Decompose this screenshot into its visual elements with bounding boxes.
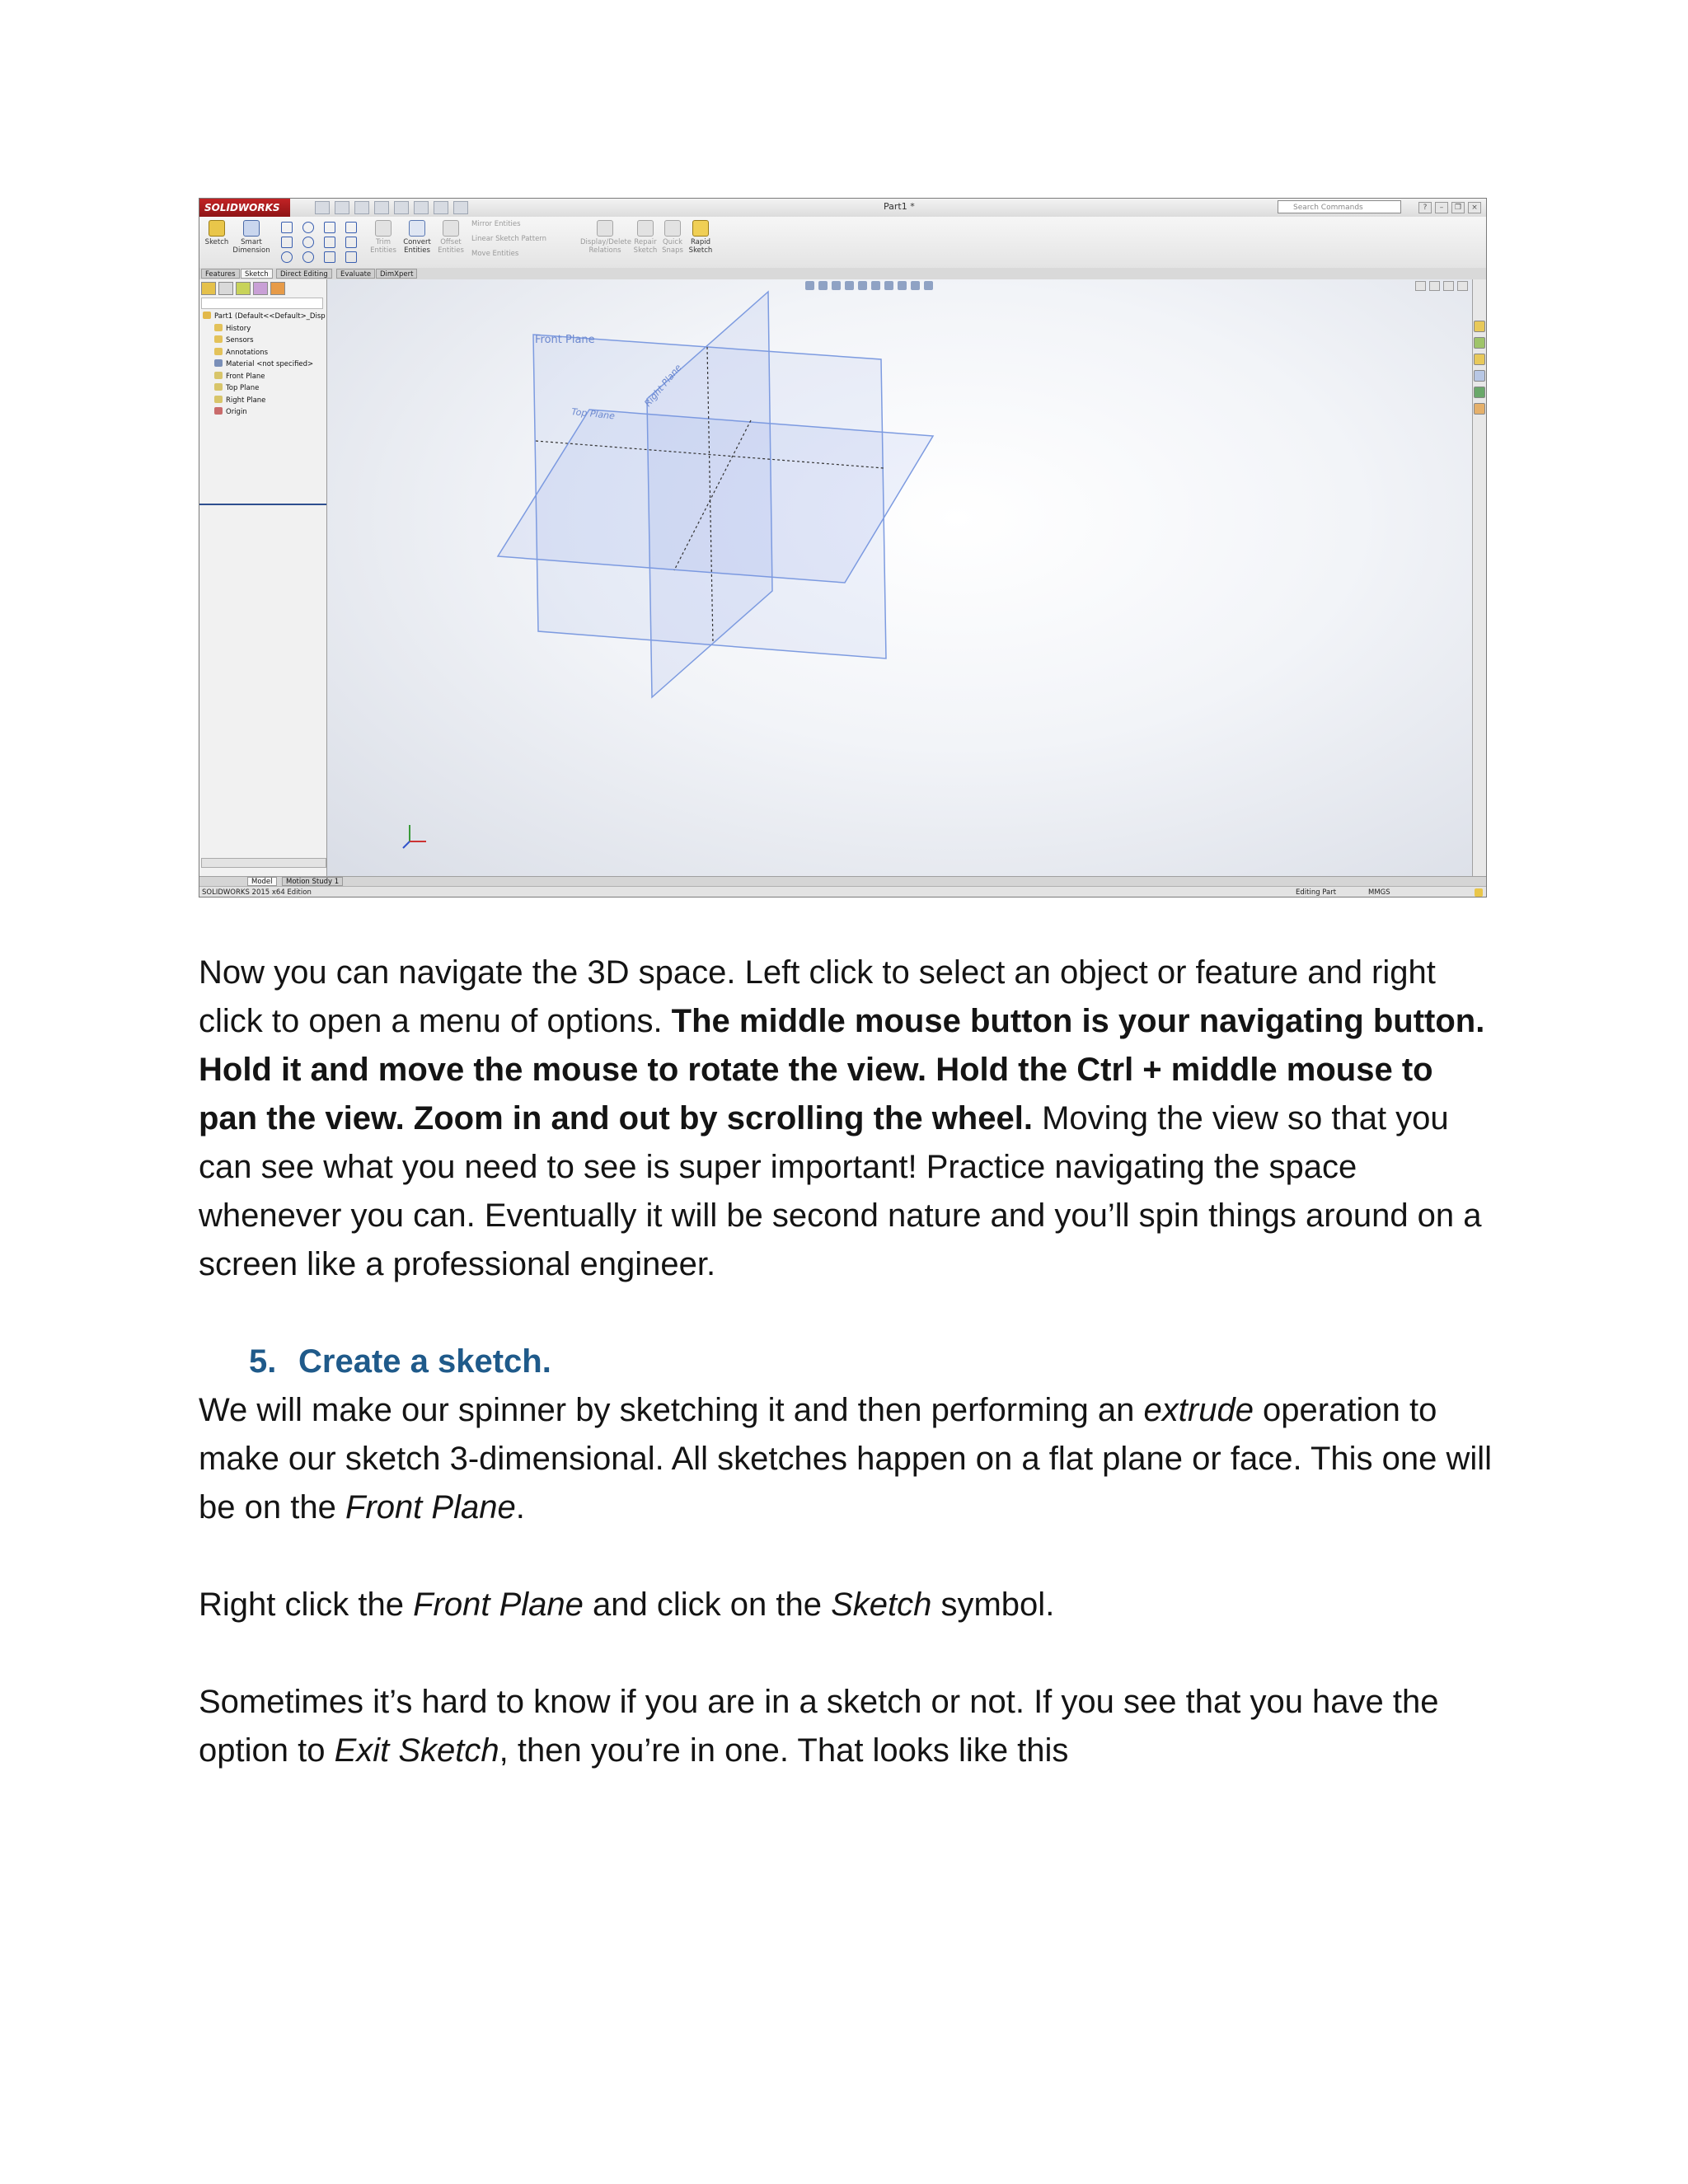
trim-icon — [375, 220, 392, 237]
front-plane-label: Front Plane — [535, 334, 595, 346]
window-controls — [1418, 202, 1481, 213]
plane-icon — [214, 383, 223, 391]
material-icon — [214, 359, 223, 367]
solidworks-screenshot — [199, 198, 1487, 898]
offset-entities-button[interactable]: Offset Entities — [436, 220, 466, 255]
tree-item-part[interactable]: Part1 (Default<<Default>_Disp — [203, 311, 325, 323]
quick-access-toolbar — [315, 201, 468, 214]
title-bar — [199, 199, 1486, 218]
text-icon[interactable] — [345, 237, 357, 248]
file-explorer-icon[interactable] — [1474, 354, 1485, 365]
offset-icon — [443, 220, 459, 237]
paragraph-sketch-intro: We will make our spinner by sketching it and then performing an extrude operation to make our sketch 3-dimensional. All sketches happen on a flat plane or face. This one will be on the Front Plane. — [199, 1392, 1493, 1526]
status-mode: Editing Part — [1296, 888, 1337, 897]
appearances-icon[interactable] — [1474, 387, 1485, 398]
annotations-icon — [214, 348, 223, 355]
convert-icon — [409, 220, 425, 237]
point-icon[interactable] — [345, 251, 357, 263]
tree-item-sensors[interactable]: Sensors — [203, 335, 325, 347]
right-plane-label: Right Plane — [642, 362, 684, 409]
sensors-icon — [214, 335, 223, 343]
display-manager-icon[interactable] — [270, 282, 285, 295]
paragraph-navigation: Now you can navigate the 3D space. Left click to select an object or feature and right click to open a menu of options. The middle mouse button is your navigating button. Hold it and move the mouse to rotate the view. Hold the Ctrl + middle mouse to pan the view. Zoom in and out by scrolling the wheel. Moving the view so that you can see what you need to see is super important! Practice navigating the space whenever you can. Eventually it will be second nature and you’ll spin things around on a screen like a professional engineer. — [199, 954, 1485, 1282]
rectangle-icon[interactable] — [281, 237, 293, 248]
top-plane-label: Top Plane — [570, 406, 616, 422]
trim-entities-button[interactable]: Trim Entities — [368, 220, 398, 255]
repair-icon — [637, 220, 654, 237]
task-pane — [1472, 279, 1486, 876]
rebuild-status-icon[interactable] — [1475, 888, 1483, 897]
solidworks-logo: SOLIDWORKS — [199, 199, 290, 217]
rapid-sketch-icon — [692, 220, 709, 237]
select-icon[interactable] — [414, 201, 429, 214]
tree-item-annotations[interactable]: Annotations — [203, 347, 325, 359]
sketch-button[interactable]: Sketch — [204, 220, 229, 246]
save-icon[interactable] — [354, 201, 369, 214]
print-icon[interactable] — [374, 201, 389, 214]
planes-drawing — [327, 279, 1473, 876]
paragraph-exit-sketch: Sometimes it’s hard to know if you are in a sketch or not. If you see that you have the option to Exit Sketch, then you’re in one. That looks like this — [199, 1684, 1439, 1769]
feature-manager-pane — [199, 279, 327, 876]
feature-tree-icon[interactable] — [201, 282, 216, 295]
sketch-icon — [209, 220, 225, 237]
rebuild-icon[interactable] — [434, 201, 448, 214]
tree-item-material[interactable]: Material <not specified> — [203, 359, 325, 371]
tree-item-origin[interactable]: Origin — [203, 406, 325, 419]
property-manager-icon[interactable] — [218, 282, 233, 295]
origin-icon — [214, 407, 223, 415]
paragraph-right-click: Right click the Front Plane and click on the Sketch symbol. — [199, 1586, 1055, 1623]
display-delete-relations-button[interactable]: Display/Delete Relations — [580, 220, 630, 255]
search-commands-input[interactable]: Search Commands — [1278, 200, 1401, 213]
axis-triad — [403, 825, 426, 848]
line-icon[interactable] — [281, 222, 293, 233]
status-version: SOLIDWORKS 2015 x64 Edition — [202, 888, 312, 897]
smart-dimension-button[interactable]: Smart Dimension — [232, 220, 270, 255]
arc-icon[interactable] — [302, 237, 314, 248]
grid-icon[interactable] — [345, 222, 357, 233]
part-icon — [203, 312, 211, 319]
tree-item-top-plane[interactable]: Top Plane — [203, 382, 325, 395]
close-icon[interactable]: × — [1468, 202, 1481, 213]
snaps-icon — [664, 220, 681, 237]
tab-features[interactable]: Features — [201, 269, 240, 279]
rapid-sketch-button[interactable]: Rapid Sketch — [687, 220, 714, 255]
view-palette-icon[interactable] — [1474, 370, 1485, 382]
tab-evaluate[interactable]: Evaluate — [336, 269, 375, 279]
tree-filter[interactable] — [201, 298, 323, 309]
plane-icon — [214, 372, 223, 379]
minimize-icon[interactable]: – — [1435, 202, 1448, 213]
tree-item-right-plane[interactable]: Right Plane — [203, 395, 325, 407]
repair-sketch-button[interactable]: Repair Sketch — [633, 220, 658, 255]
status-bar — [199, 886, 1486, 898]
fillet-icon[interactable] — [324, 251, 335, 263]
polygon-icon[interactable] — [324, 237, 335, 248]
graphics-area[interactable] — [327, 279, 1473, 876]
pane-divider — [199, 504, 326, 505]
resources-icon[interactable] — [1474, 321, 1485, 332]
ellipse-icon[interactable] — [302, 251, 314, 263]
spline-icon[interactable] — [324, 222, 335, 233]
tab-model[interactable]: Model — [247, 877, 277, 886]
tab-direct-editing[interactable]: Direct Editing — [276, 269, 332, 279]
command-manager — [199, 217, 1486, 269]
options-icon[interactable] — [453, 201, 468, 214]
help-icon[interactable]: ? — [1418, 202, 1432, 213]
section-heading-create-sketch: 5. Create a sketch. — [249, 1343, 551, 1380]
custom-properties-icon[interactable] — [1474, 403, 1485, 415]
tab-motion-study[interactable]: Motion Study 1 — [282, 877, 343, 886]
tree-item-front-plane[interactable]: Front Plane — [203, 371, 325, 383]
history-icon — [214, 324, 223, 331]
horizontal-scrollbar[interactable] — [201, 858, 326, 868]
convert-entities-button[interactable]: Convert Entities — [401, 220, 434, 255]
mirror-entities-button[interactable]: Mirror Entities — [471, 220, 521, 228]
smart-dimension-icon — [243, 220, 260, 237]
status-units[interactable]: MMGS — [1368, 888, 1390, 897]
undo-icon[interactable] — [394, 201, 409, 214]
circle-icon[interactable] — [302, 222, 314, 233]
feature-tree — [203, 311, 325, 419]
configuration-icon[interactable] — [236, 282, 251, 295]
move-entities-button[interactable]: Move Entities — [471, 250, 519, 258]
tree-item-history[interactable]: History — [203, 323, 325, 335]
relations-icon — [597, 220, 613, 237]
feature-manager-tabs — [201, 282, 285, 295]
open-file-icon[interactable] — [335, 201, 349, 214]
quick-snaps-button[interactable]: Quick Snaps — [661, 220, 684, 255]
sketch-entities-grid — [278, 220, 368, 265]
dimxpert-icon[interactable] — [253, 282, 268, 295]
tab-sketch[interactable]: Sketch — [241, 269, 273, 279]
document-title: Part1 * — [884, 201, 915, 212]
design-library-icon[interactable] — [1474, 337, 1485, 349]
tab-dimxpert[interactable]: DimXpert — [376, 269, 417, 279]
linear-sketch-pattern-button[interactable]: Linear Sketch Pattern — [471, 235, 547, 243]
plane-icon — [214, 396, 223, 403]
new-file-icon[interactable] — [315, 201, 330, 214]
restore-icon[interactable]: ❐ — [1451, 202, 1465, 213]
command-tabs — [199, 268, 1486, 280]
slot-icon[interactable] — [281, 251, 293, 263]
